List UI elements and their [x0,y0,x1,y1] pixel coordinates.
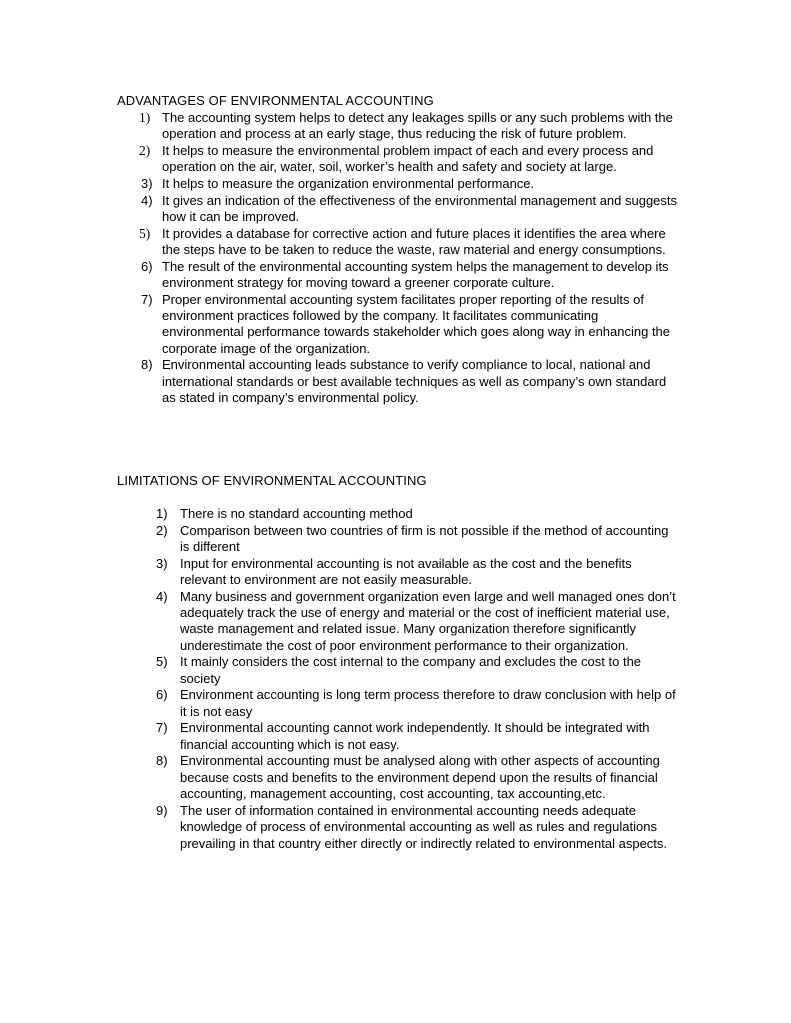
list-item-text: It helps to measure the organization environmental performance. [162,176,535,191]
list-item-text: It mainly considers the cost internal to the company and excludes the cost to the society [180,654,642,686]
list-item [135,292,680,358]
list-item [151,803,681,852]
list-item [135,176,680,192]
advantages-list [135,110,680,407]
list-item-text: Environmental accounting leads substance to verify compliance to local, national and international standards or best available techniques as well as company’s own standard as stated in company’s environmental policy. [162,357,667,406]
list-item [151,687,681,720]
list-item [151,556,681,589]
list-item-text: It provides a database for corrective action and future places it identifies the area where the steps have to be taken to reduce the waste, raw material and energy consumptions. [162,225,666,257]
list-item-text: Many business and government organization even large and well managed ones don’t adequately track the use of energy and material or the cost of inefficient material use, waste management and related issue. Many organization therefore significantly underestimate the cost of poor environment performance to their organization. [180,588,676,653]
list-item-text: The user of information contained in environmental accounting needs adequate knowledge of process of environmental accounting as well as rules and regulations prevailing in that country either directly or indirectly related to environmental aspects. [180,802,668,851]
list-item [135,226,680,259]
list-item-text: It helps to measure the environmental problem impact of each and every process and operation on the air, water, soil, worker’s health and safety and society at large. [162,143,654,175]
list-item-text: Proper environmental accounting system facilitates proper reporting of the results of environment practices followed by the company. It facilitates communicating environmental performance towards stakeholder which goes along way in enhancing the corporate image of the organization. [162,291,671,356]
list-number: 7) [156,720,168,736]
list-item [135,110,680,143]
list-number: 2) [139,143,151,158]
list-item-text: It gives an indication of the effectiveness of the environmental management and suggests how it can be improved. [162,192,678,224]
list-item-text: Comparison between two countries of firm is not possible if the method of accounting is different [180,522,669,554]
list-item-text: There is no standard accounting method [180,506,413,521]
list-item [151,589,681,655]
list-item-text: The accounting system helps to detect any leakages spills or any such problems with the operation and process at an early stage, thus reducing the risk of future problem. [162,110,673,142]
list-item-text: The result of the environmental accounting system helps the management to develop its environment strategy for moving toward a greener corporate culture. [162,258,669,290]
list-number: 5) [156,654,168,670]
list-item-text: Environmental accounting must be analysed along with other aspects of accounting because costs and benefits to the environment depend upon the results of financial accounting, management accounting, cost accounting, tax accounting,etc. [180,753,660,802]
list-number: 3) [156,555,168,571]
list-item [151,523,681,556]
limitations-list [151,506,681,852]
list-item-text: Input for environmental accounting is not available as the cost and the benefits relevant to environment are not easily measurable. [180,555,632,587]
list-item [135,193,680,226]
advantages-heading: ADVANTAGES OF ENVIRONMENTAL ACCOUNTING [117,93,434,108]
list-item-text: Environment accounting is long term process therefore to draw conclusion with help of it is not easy [180,687,676,719]
list-number: 9) [156,802,168,818]
list-item [151,720,681,753]
list-item [151,654,681,687]
list-item [135,143,680,176]
list-number: 6) [156,687,168,703]
list-number: 1) [139,110,151,125]
list-number: 7) [141,291,153,307]
list-item [135,357,680,406]
list-number: 6) [141,258,153,274]
list-number: 8) [156,753,168,769]
list-item-text: Environmental accounting cannot work independently. It should be integrated with financial accounting which is not easy. [180,720,650,752]
limitations-heading: LIMITATIONS OF ENVIRONMENTAL ACCOUNTING [117,473,427,488]
list-number: 8) [141,357,153,373]
list-item [151,506,681,522]
list-item [151,753,681,802]
list-number: 5) [139,225,151,241]
list-number: 3) [141,176,153,191]
list-number: 4) [156,588,168,604]
list-number: 4) [141,192,153,208]
list-number: 2) [156,522,168,538]
list-item [135,259,680,292]
list-number: 1) [156,506,168,521]
